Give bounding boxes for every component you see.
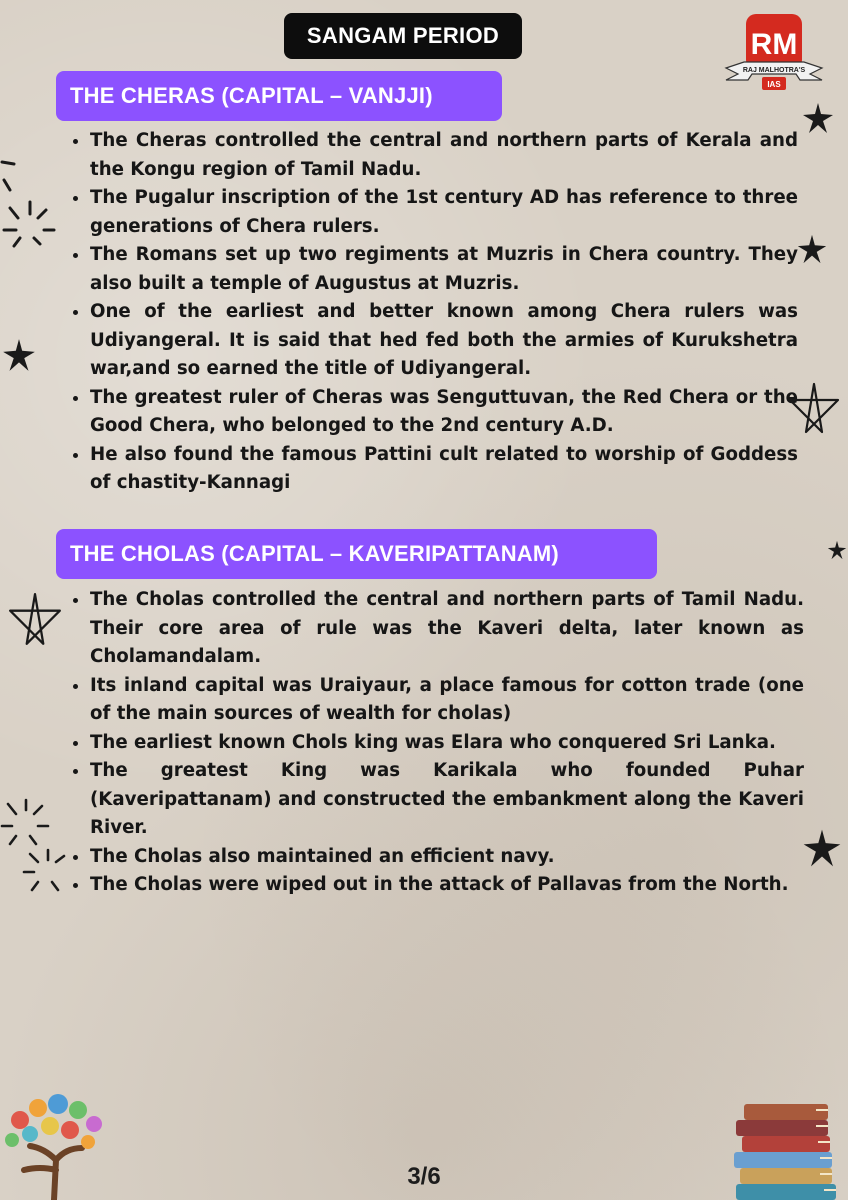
star-icon	[826, 538, 848, 562]
list-item: • One of the earliest and better known among Chera rulers was Udiyangeral. It is said that hed fed both the armies of Kurukshetra war,and so earned the title of Udiyangeral.	[90, 298, 798, 384]
list-item: • The earliest known Chols king was Elara who conquered Sri Lanka.	[90, 729, 804, 758]
outline-star-icon	[6, 590, 64, 650]
cholas-bullet-list	[56, 586, 804, 900]
list-item: • The Pugalur inscription of the 1st century AD has reference to three generations of Chera rulers.	[90, 184, 798, 241]
outline-star-icon	[786, 380, 842, 438]
list-item: • The greatest ruler of Cheras was Senguttuvan, the Red Chera or the Good Chera, who belonged to the 2nd century A.D.	[90, 384, 798, 441]
star-icon	[800, 826, 844, 870]
list-item: • The greatest King was Karikala who founded Puhar (Kaveripattanam) and constructed the embankment along the Kaveri River.	[90, 757, 804, 843]
list-item: • Its inland capital was Uraiyaur, a place famous for cotton trade (one of the main sources of wealth for cholas)	[90, 672, 804, 729]
spark-burst-icon	[0, 796, 50, 852]
logo-brand-text: RAJ MALHOTRA'S	[742, 67, 806, 74]
book-stack-illustration	[726, 1098, 846, 1200]
knowledge-tree-illustration	[0, 1090, 120, 1200]
page-number: 3/6	[407, 1163, 441, 1190]
cheras-bullet-list	[56, 127, 798, 498]
list-item: • The Romans set up two regiments at Muzris in Chera country. They also built a temple of Augustus at Muzris.	[90, 241, 798, 298]
page-title: SANGAM PERIOD	[284, 13, 522, 59]
brand-logo	[722, 12, 826, 92]
star-icon	[795, 232, 829, 266]
section-heading-cheras: THE CHERAS (CAPITAL – VANJJI)	[56, 71, 502, 121]
spark-burst-icon	[0, 196, 56, 256]
list-item: • The Cholas also maintained an efficient navy.	[90, 843, 804, 872]
section-heading-cholas: THE CHOLAS (CAPITAL – KAVERIPATTANAM)	[56, 529, 657, 579]
spark-burst-icon	[0, 150, 16, 200]
list-item: • He also found the famous Pattini cult related to worship of Goddess of chastity-Kannagi	[90, 441, 798, 498]
list-item: • The Cholas controlled the central and northern parts of Tamil Nadu. Their core area of rule was the Kaveri delta, later known as Cholamandalam.	[90, 586, 804, 672]
logo-ias-text: IAS	[767, 80, 781, 89]
star-icon	[800, 100, 836, 136]
spark-burst-icon	[22, 848, 72, 894]
logo-monogram: RM	[750, 28, 798, 61]
list-item: • The Cheras controlled the central and northern parts of Kerala and the Kongu region of Tamil Nadu.	[90, 127, 798, 184]
star-icon	[0, 336, 38, 374]
list-item: • The Cholas were wiped out in the attack of Pallavas from the North.	[90, 871, 804, 900]
